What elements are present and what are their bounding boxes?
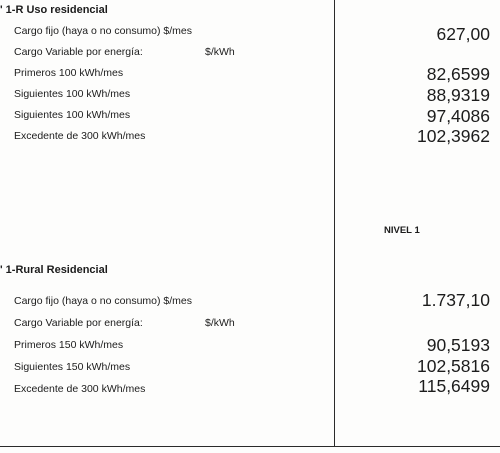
row-unit-rural-cargo-variable: $/kWh	[205, 317, 235, 329]
row-label-rural-cargo-variable: Cargo Variable por energía:	[14, 317, 143, 329]
row-value-rural-primeros-150: 90,5193	[426, 335, 490, 355]
row-label-primeros-100: Primeros 100 kWh/mes	[14, 67, 124, 79]
nivel-label: NIVEL 1	[384, 225, 420, 236]
row-label-rural-primeros-150: Primeros 150 kWh/mes	[14, 339, 124, 351]
row-value-rural-siguientes-150: 102,5816	[417, 356, 490, 376]
row-value-siguientes-100-a: 88,9319	[426, 85, 490, 105]
row-label-siguientes-100-a: Siguientes 100 kWh/mes	[14, 88, 131, 100]
row-unit-cargo-variable: $/kWh	[205, 46, 235, 58]
row-label-siguientes-100-b: Siguientes 100 kWh/mes	[14, 109, 131, 121]
bottom-rule	[0, 446, 500, 447]
row-label-rural-cargo-fijo: Cargo fijo (haya o no consumo) $/mes	[14, 295, 193, 307]
row-value-rural-cargo-fijo: 1.737,10	[421, 290, 490, 310]
row-label-cargo-variable: Cargo Variable por energía:	[14, 46, 143, 58]
row-value-cargo-fijo: 627,00	[436, 24, 490, 44]
row-value-siguientes-100-b: 97,4086	[426, 106, 490, 126]
section-heading-rural: ' 1-Rural Residencial	[0, 264, 108, 276]
column-divider	[334, 0, 335, 447]
row-label-rural-excedente-300: Excedente de 300 kWh/mes	[14, 383, 146, 395]
row-label-excedente-300: Excedente de 300 kWh/mes	[14, 130, 146, 142]
row-value-rural-excedente-300: 115,6499	[418, 376, 490, 396]
row-value-primeros-100: 82,6599	[426, 64, 490, 84]
section-heading-residencial: ' 1-R Uso residencial	[0, 4, 108, 16]
row-label-rural-siguientes-150: Siguientes 150 kWh/mes	[14, 361, 131, 373]
row-value-excedente-300: 102,3962	[417, 126, 490, 146]
row-label-cargo-fijo: Cargo fijo (haya o no consumo) $/mes	[14, 25, 193, 37]
